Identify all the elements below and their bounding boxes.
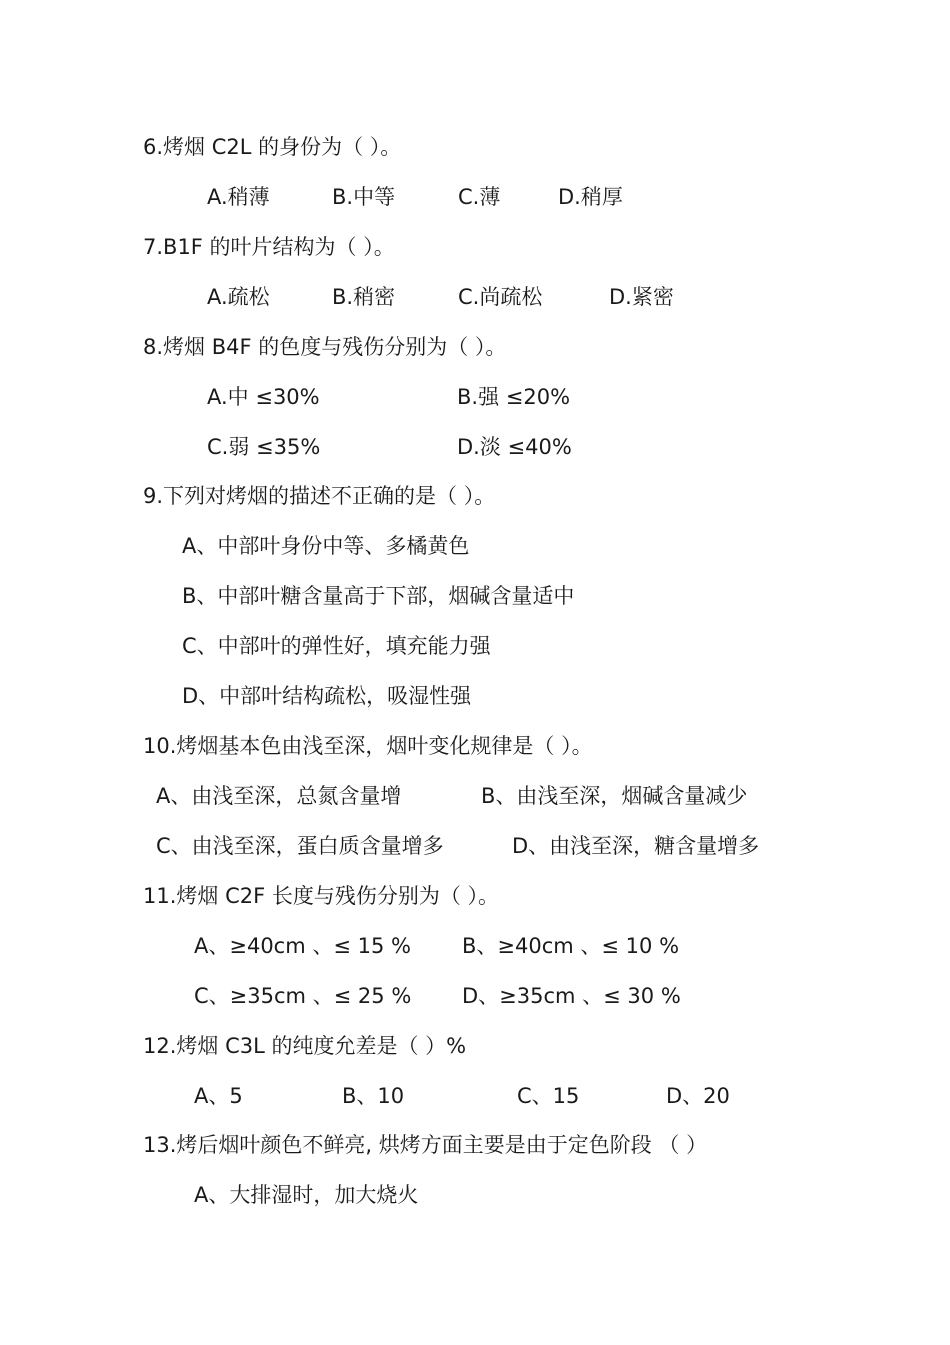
option-c: C、15 — [517, 1084, 580, 1108]
option-d: D.紧密 — [609, 285, 674, 309]
option-a: A.中 ≤30% — [207, 385, 320, 409]
option-c: C.薄 — [458, 185, 501, 209]
option-b: B.强 ≤20% — [457, 385, 571, 409]
option-b: B、由浅至深，烟碱含量减少 — [481, 784, 748, 808]
option-b: B.稍密 — [332, 285, 396, 309]
option-b: B、10 — [342, 1084, 405, 1108]
option-d: D、20 — [666, 1084, 730, 1108]
option-c: C.尚疏松 — [458, 285, 543, 309]
option-b: B.中等 — [332, 185, 396, 209]
option-d: D、≥35cm 、≤ 30 % — [462, 984, 681, 1008]
option-d: D.淡 ≤40% — [457, 435, 572, 459]
document-page: 6.烤烟 C2L 的身份为（ ）。 A.稍薄 B.中等 C.薄 D.稍厚 7.B1F 的叶片结构为（ ）。 A.疏松 B.稍密 C.尚疏松 D.紧密 8.烤烟 B4F 的色度与残伤分别为（ ）。 A.中 ≤30% B.强 ≤20% C.弱 ≤35% D.淡 ≤40% 9.下列对烤烟的描述不正确的是（ ）。 A、中部叶身份中等、多橘黄色 B、中部叶糖含量高于下部，烟碱含量适中 C、中部叶的弹性好，填充能力强 D、中部叶结构疏松，吸湿性强 10.烤烟基本色由浅至深，烟叶变化规律是（ ）。 A、由浅至深，总氮含量增 B、由浅至深，烟碱含量减少 C、由浅至深，蛋白质含量增多 D、由浅至深，糖含量增多 11.烤烟 C2F 长度与残伤分别为（ ）。 A、≥40cm 、≤ 15 % B、≥40cm 、≤ 10 % C、≥35cm 、≤ 25 % D、≥35cm 、≤ 30 % 12.烤烟 C3L 的纯度允差是（ ）% A、5 B、10 C、15 D、20 13.烤后烟叶颜色不鲜亮, 烘烤方面主要是由于定色阶段 （ ） A、大排湿时，加大烧火 — [143, 135, 760, 1207]
option-c: C、≥35cm 、≤ 25 % — [194, 984, 412, 1008]
option-d: D、由浅至深，糖含量增多 — [512, 834, 760, 858]
option-d: D.稍厚 — [558, 185, 623, 209]
option-a: A.稍薄 — [207, 185, 270, 209]
option-a: A、5 — [194, 1084, 243, 1108]
option-c: C、由浅至深，蛋白质含量增多 — [156, 834, 444, 858]
option-a: A.疏松 — [207, 285, 270, 309]
option-a: A、由浅至深，总氮含量增 — [156, 784, 402, 808]
option-c: C.弱 ≤35% — [207, 435, 321, 459]
option-b: B、≥40cm 、≤ 10 % — [462, 934, 680, 958]
option-a: A、≥40cm 、≤ 15 % — [194, 934, 411, 958]
